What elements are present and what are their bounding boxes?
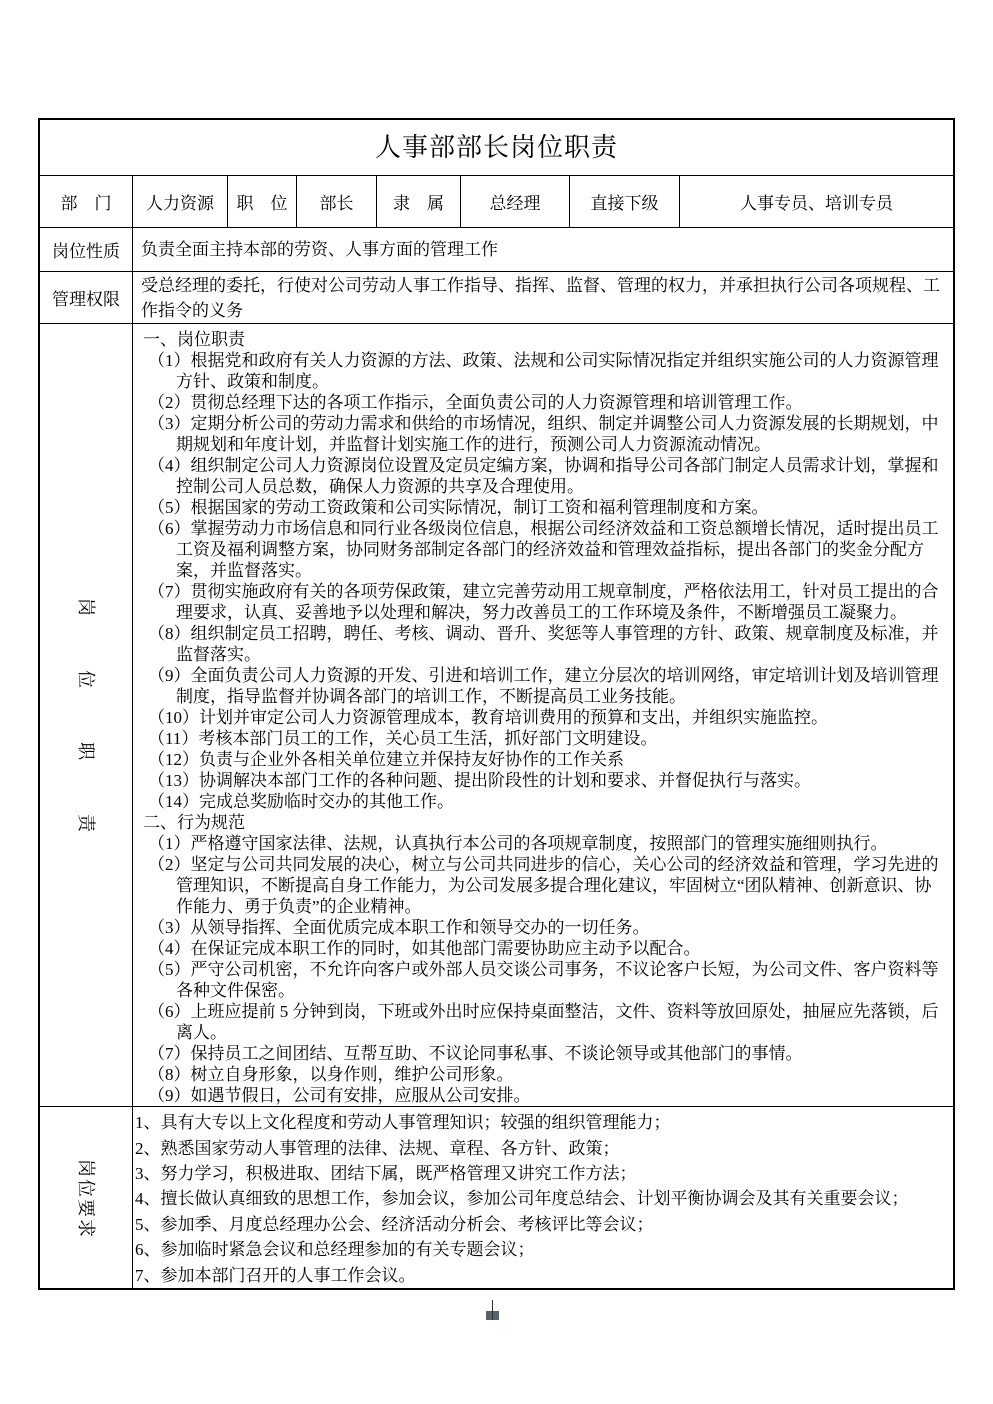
requirement-item: 1、具有大专以上文化程度和劳动人事管理知识；较强的组织管理能力； (135, 1113, 671, 1133)
position-value: 部长 (297, 176, 377, 227)
authority-value: 受总经理的委托，行使对公司劳动人事工作指导、指挥、监督、管理的权力，并承担执行公司各项规程、工作指令的义务 (141, 275, 940, 320)
report-to-label: 隶 属 (377, 176, 461, 227)
duty-item: （11）考核本部门员工的工作，关心员工生活，抓好部门文明建设。 (148, 729, 658, 749)
job-description-table (38, 118, 955, 1290)
duty-item: （4）在保证完成本职工作的同时，如其他部门需要协助应主动予以配合。 (148, 939, 701, 959)
requirement-item: 7、参加本部门召开的人事工作会议。 (135, 1265, 416, 1285)
department-label: 部 门 (40, 176, 133, 227)
subordinate-value: 人事专员、培训专员 (740, 194, 893, 214)
duty-item: （3）定期分析公司的劳动力需求和供给的市场情况，组织、制定并调整公司人力资源发展的长期规划，中期规划和年度计划，并监督计划实施工作的进行，预测公司人力资源流动情况。 (148, 414, 939, 455)
info-row (40, 176, 953, 228)
duty-item: （8）树立自身形象，以身作则，维护公司形象。 (148, 1065, 514, 1085)
requirement-item: 6、参加临时紧急会议和总经理参加的有关专题会议； (135, 1240, 535, 1260)
requirements-vertical-label (40, 1107, 133, 1288)
duty-item: （9）全面负责公司人力资源的开发、引进和培训工作，建立分层次的培训网络，审定培训计划及培训管理制度，指导监督并协调各部门的培训工作，不断提高员工业务技能。 (148, 666, 939, 707)
requirement-item: 3、努力学习，积极进取、团结下属，既严格管理又讲究工作方法； (135, 1163, 637, 1183)
position-label: 职 位 (228, 176, 297, 227)
vertical-label-char: 位 (76, 670, 96, 689)
duty-item: （12）负责与企业外各相关单位建立并保持友好协作的工作关系 (148, 750, 624, 770)
authority-label: 管理权限 (40, 272, 133, 323)
vertical-label-char: 要 (76, 1198, 96, 1217)
vertical-label-char: 职 (76, 742, 96, 761)
requirements-content (133, 1107, 953, 1288)
report-to-value: 总经理 (461, 176, 570, 227)
nature-row (40, 228, 953, 271)
subordinate-label: 直接下级 (570, 176, 680, 227)
duties-content (133, 324, 953, 1106)
authority-row (40, 272, 953, 324)
duties-vertical-label (40, 324, 133, 1106)
nature-label: 岗位性质 (40, 228, 133, 270)
duty-item: （6）上班应提前 5 分钟到岗，下班或外出时应保持桌面整洁，文件、资料等放回原处，抽屉应先落锁，后离人。 (148, 1002, 939, 1043)
duty-item: （14）完成总奖励临时交办的其他工作。 (148, 792, 454, 812)
vertical-label-char: 责 (76, 814, 96, 833)
duty-item: （4）组织制定公司人力资源岗位设置及定员定编方案，协调和指导公司各部门制定人员需求计划，掌握和控制公司人员总数，确保人力资源的共享及合理使用。 (148, 456, 939, 497)
duty-item: （7）保持员工之间团结、互帮互助、不议论同事私事、不谈论领导或其他部门的事情。 (148, 1044, 803, 1064)
title-row (40, 120, 953, 176)
document-title: 人事部部长岗位职责 (374, 133, 618, 163)
requirements-row (40, 1107, 953, 1288)
duty-item: （8）组织制定员工招聘，聘任、考核、调动、晋升、奖惩等人事管理的方针、政策、规章制度及标准，并监督落实。 (148, 624, 939, 665)
requirement-item: 5、参加季、月度总经理办公会、经济活动分析会、考核评比等会议； (135, 1214, 654, 1234)
duty-item: （7）贯彻实施政府有关的各项劳保政策，建立完善劳动用工规章制度，严格依法用工，针对员工提出的合理要求，认真、妥善地予以处理和解决，努力改善员工的工作环境及条件，不断增强员工凝聚力。 (148, 582, 939, 623)
duty-item: （9）如遇节假日，公司有安排，应服从公司安排。 (148, 1086, 531, 1106)
duty-item: （5）根据国家的劳动工资政策和公司实际情况，制订工资和福利管理制度和方案。 (148, 498, 769, 518)
duty-item: （2）坚定与公司共同发展的决心，树立与公司共同进步的信心，关心公司的经济效益和管理，学习先进的管理知识，不断提高自身工作能力，为公司发展多提合理化建议，牢固树立“团队精神、创新意识、协作能力、勇于负责”的企业精神。 (148, 855, 939, 917)
vertical-label-char: 岗 (76, 1158, 96, 1177)
requirement-item: 4、擅长做认真细致的思想工作，参加会议，参加公司年度总结会、计划平衡协调会及其有关重要会议； (135, 1189, 909, 1209)
duty-item: （5）严守公司机密，不允许向客户或外部人员交谈公司事务，不议论客户长短，为公司文件、客户资料等各种文件保密。 (148, 960, 939, 1001)
section-heading: 二、行为规范 (143, 813, 245, 833)
section-heading: 一、岗位职责 (143, 330, 245, 350)
requirement-item: 2、熟悉国家劳动人事管理的法律、法规、章程、各方针、政策； (135, 1138, 620, 1158)
duties-row (40, 324, 953, 1107)
duty-item: （2）贯彻总经理下达的各项工作指示，全面负责公司的人力资源管理和培训管理工作。 (148, 393, 803, 413)
vertical-label-char: 岗 (76, 598, 96, 617)
duty-item: （1）根据党和政府有关人力资源的方法、政策、法规和公司实际情况指定并组织实施公司的人力资源管理方针、政策和制度。 (148, 351, 939, 392)
vertical-label-char: 位 (76, 1178, 96, 1197)
duty-item: （3）从领导指挥、全面优质完成本职工作和领导交办的一切任务。 (148, 918, 650, 938)
nature-value: 负责全面主持本部的劳资、人事方面的管理工作 (141, 240, 498, 260)
vertical-label-char: 求 (76, 1218, 96, 1237)
duty-item: （13）协调解决本部门工作的各种问题、提出阶段性的计划和要求、并督促执行与落实。 (148, 771, 811, 791)
department-value: 人力资源 (133, 176, 228, 227)
text-cursor-mark-icon (486, 1311, 499, 1320)
duty-item: （1）严格遵守国家法律、法规，认真执行本公司的各项规章制度，按照部门的管理实施细则执行。 (148, 834, 888, 854)
duty-item: （10）计划并审定公司人力资源管理成本，教育培训费用的预算和支出，并组织实施监控。 (148, 708, 828, 728)
duty-item: （6）掌握劳动力市场信息和同行业各级岗位信息，根据公司经济效益和工资总额增长情况，适时提出员工工资及福利调整方案，协同财务部制定各部门的经济效益和管理效益指标，提出各部门的奖金分配方案，并监督落实。 (148, 519, 939, 581)
